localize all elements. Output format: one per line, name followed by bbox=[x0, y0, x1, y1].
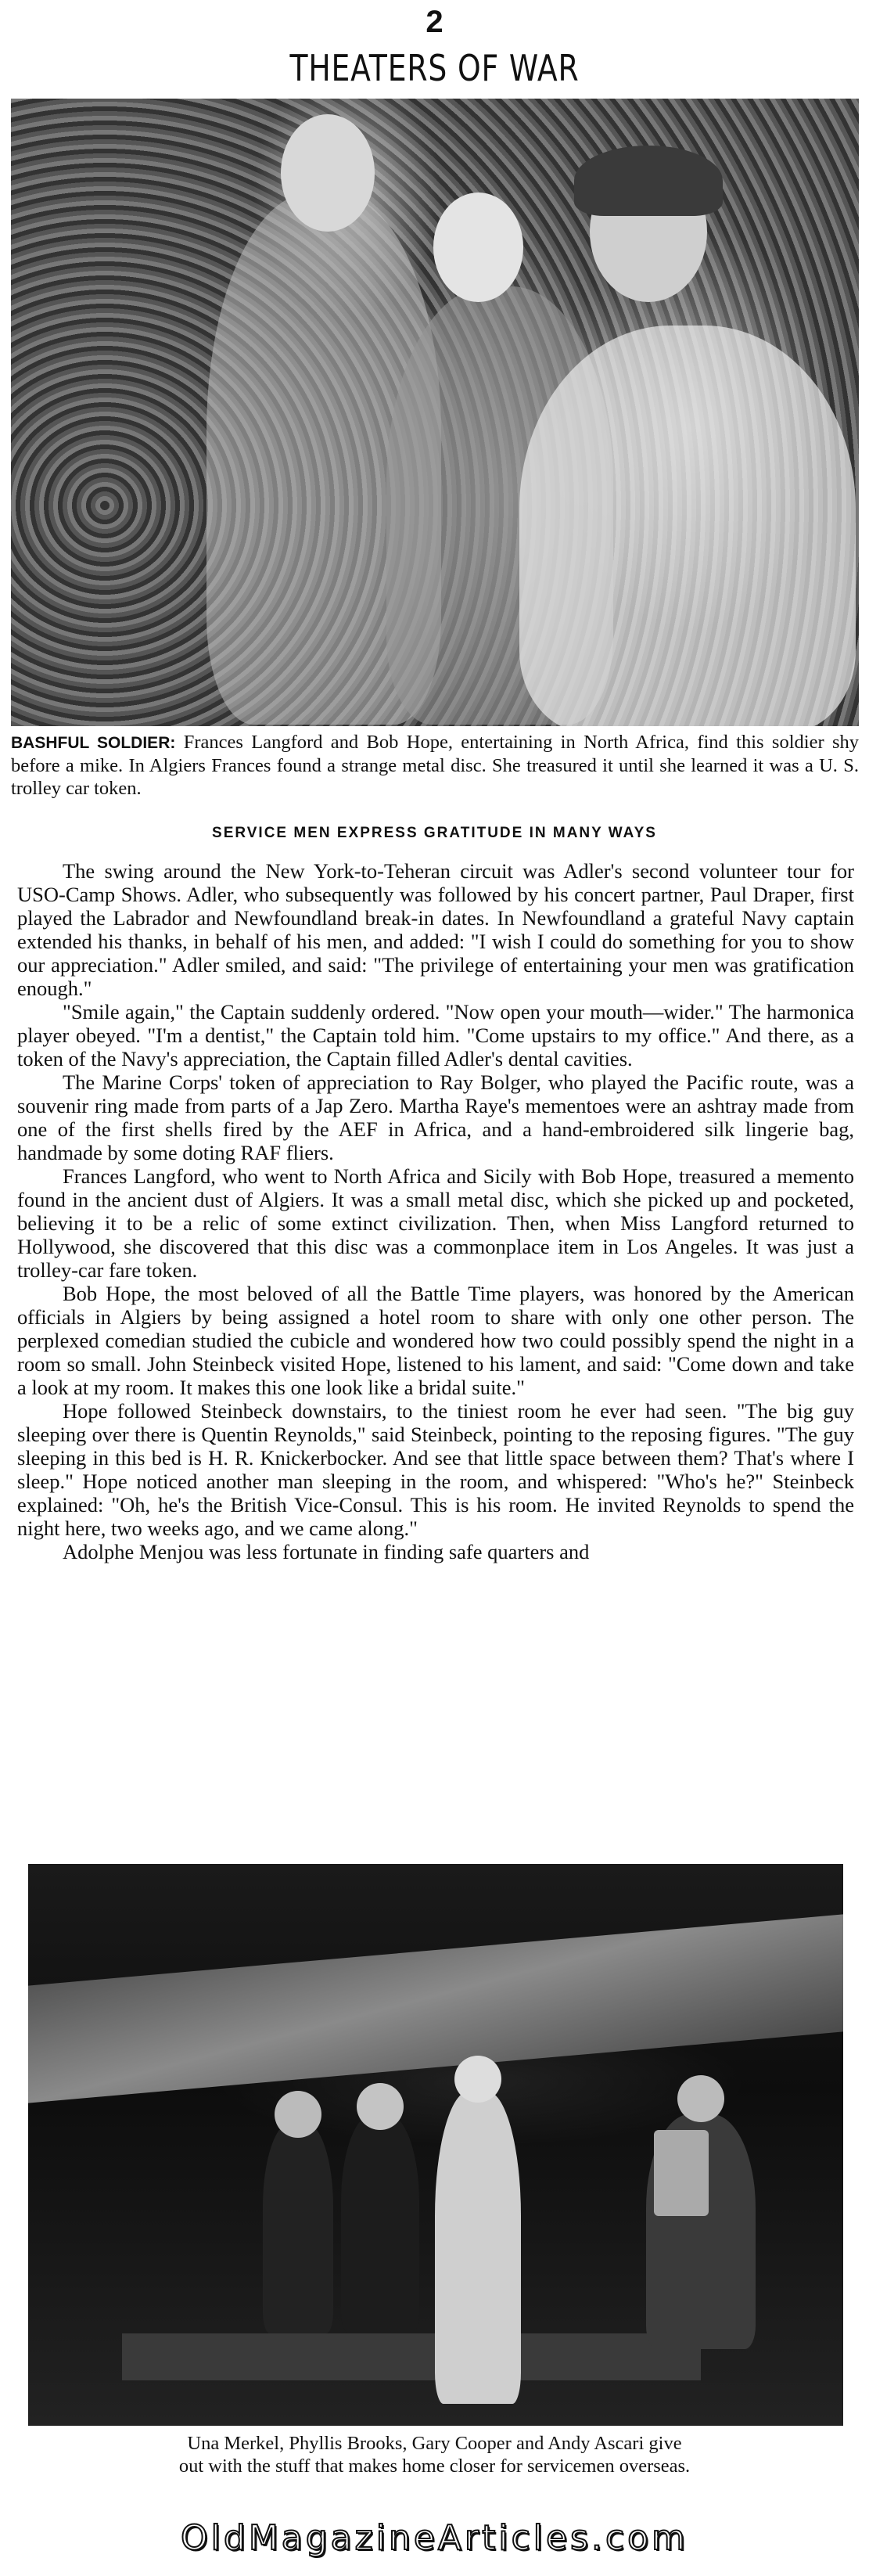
paragraph: "Smile again," the Captain suddenly ordered. "Now open your mouth—wider." The harmonica player obeyed. "I'm a dentist," the Captain told him. "Come upstairs to my office." And there, as a token of the Navy's appreciation, the Captain filled Adler's dental cavities. bbox=[17, 1000, 854, 1070]
caption-line: Una Merkel, Phyllis Brooks, Gary Cooper and Andy Ascari give bbox=[187, 2433, 682, 2454]
page-number: 2 bbox=[426, 5, 443, 39]
paragraph: Bob Hope, the most beloved of all the Battle Time players, was honored by the American officials in Algiers by being assigned a hotel room to share with only one other person. The perplexed comedian studied the cubicle and wondered how two could possibly spend the night in a room so small. John Steinbeck visited Hope, listened to his lament, and said: "Come down and take a look at my room. It makes this one look like a bridal suite." bbox=[17, 1282, 854, 1399]
paragraph: Hope followed Steinbeck downstairs, to the tiniest room he ever had seen. "The big guy sleeping over there is Quentin Reynolds," said Steinbeck, pointing to the reposing figures. "The guy sleeping in this bed is H. R. Knickerbocker. And see that little space between them? That's where I sleep." Hope noticed another man sleeping in the room, and whispered: "Who's he?" Steinbeck explained: "Oh, he's the British Vice-Consul. This is his room. He invited Reynolds to spend the night here, two weeks ago, and we came along." bbox=[17, 1399, 854, 1540]
site-watermark: OldMagazineArticles.com bbox=[181, 2518, 688, 2558]
caption-lead: BASHFUL SOLDIER: bbox=[11, 734, 176, 752]
article-subhead: SERVICE MEN EXPRESS GRATITUDE IN MANY WAYS bbox=[212, 825, 657, 841]
photo-stage-performers bbox=[28, 1864, 843, 2426]
photo-bashful-soldier bbox=[11, 99, 859, 726]
paragraph: The swing around the New York-to-Teheran circuit was Adler's second volunteer tour for USO-Camp Shows. Adler, who subsequently was followed by his concert partner, Paul Draper, first played the Labrador and Newfoundland break-in dates. In Newfoundland a grateful Navy captain extended his thanks, in behalf of his men, and added: "I wish I could do something for you to show our appreciation." Adler smiled, and said: "The privilege of entertaining your men was gratification enough." bbox=[17, 859, 854, 1000]
paragraph: The Marine Corps' token of appreciation to Ray Bolger, who played the Pacific route, was a souvenir ring made from parts of a Jap Zero. Martha Raye's mementoes were an ashtray made from one of the first shells fired by the AEF in Africa, and a hand-embroidered silk lingerie bag, handmade by some doting RAF fliers. bbox=[17, 1070, 854, 1164]
article-body bbox=[17, 859, 854, 1563]
bottom-photo-caption bbox=[16, 2432, 853, 2477]
page-title: THEATERS OF WAR bbox=[289, 47, 580, 89]
paragraph: Frances Langford, who went to North Africa and Sicily with Bob Hope, treasured a memento found in the ancient dust of Algiers. It was a small metal disc, which she picked up and pocketed, believing it to be a relic of some extinct civilization. Then, when Miss Langford returned to Hollywood, she discovered that this disc was a commonplace item in Los Angeles. It was just a trolley-car fare token. bbox=[17, 1164, 854, 1282]
top-photo-caption bbox=[11, 731, 859, 800]
paragraph: Adolphe Menjou was less fortunate in finding safe quarters and bbox=[63, 1540, 590, 1563]
caption-text: Frances Langford and Bob Hope, entertaining in North Africa, find this soldier shy before a mike. In Algiers Frances found a strange metal disc. She treasured it until she learned it was a U. S. trolley car token. bbox=[11, 732, 860, 799]
caption-line: out with the stuff that makes home closer for servicemen overseas. bbox=[178, 2455, 691, 2477]
